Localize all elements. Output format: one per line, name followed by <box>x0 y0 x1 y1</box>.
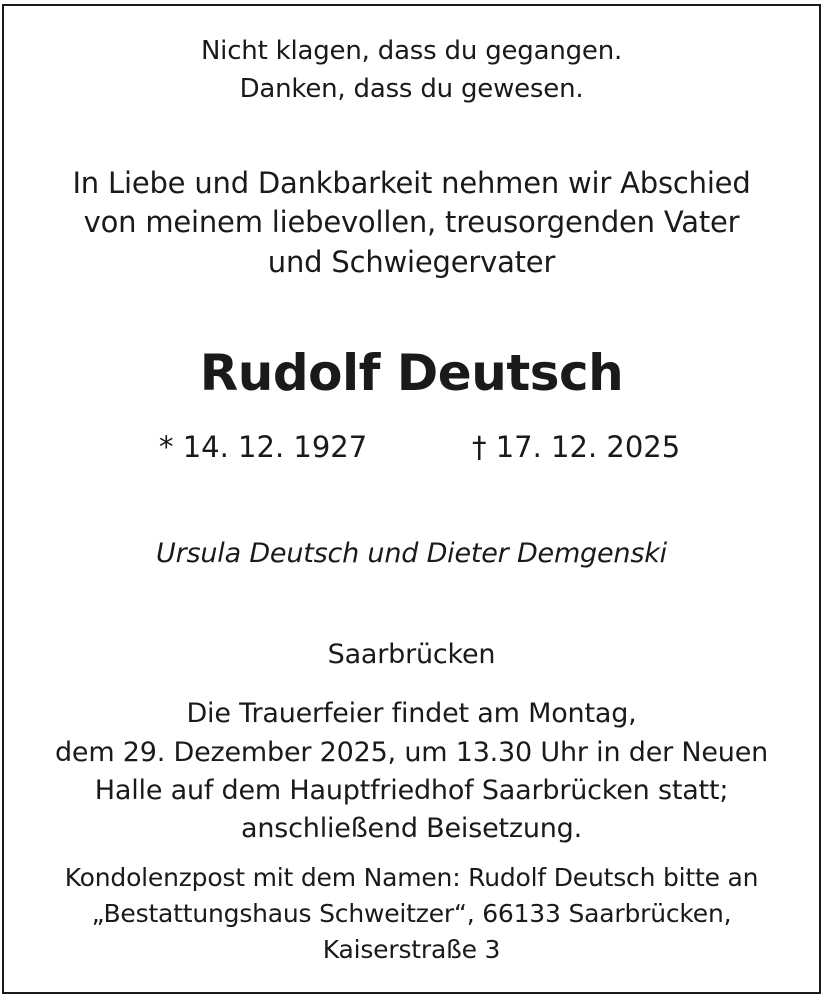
service-line-2: dem 29. Dezember 2025, um 13.30 Uhr in der Neuen <box>54 737 769 768</box>
motto-line-2: Danken, dass du gewesen. <box>239 74 584 104</box>
death-date: † 17. 12. 2025 <box>472 430 681 464</box>
obituary-notice <box>2 4 821 994</box>
condolence-line-2: „Bestattungshaus Schweitzer“, 66133 Saarbrücken, <box>91 899 732 928</box>
condolence-line-1: Kondolenzpost mit dem Namen: Rudolf Deutsch bitte an <box>64 863 759 892</box>
intro-line-3: und Schwiegervater <box>267 245 556 279</box>
family-names: Ursula Deutsch und Dieter Demgenski <box>156 538 667 569</box>
birth-date: * 14. 12. 1927 <box>159 430 368 464</box>
intro-line-2: von meinem liebevollen, treusorgenden Vater <box>83 205 740 239</box>
service-line-1: Die Trauerfeier findet am Montag, <box>186 698 637 729</box>
service-line-4: anschließend Beisetzung. <box>241 813 582 844</box>
place-name: Saarbrücken <box>327 639 496 670</box>
intro-line-1: In Liebe und Dankbarkeit nehmen wir Abschied <box>72 166 751 200</box>
deceased-name: Rudolf Deutsch <box>199 344 624 402</box>
condolence-line-3: Kaiserstraße 3 <box>322 935 501 964</box>
motto-line-1: Nicht klagen, dass du gegangen. <box>200 36 623 66</box>
service-line-3: Halle auf dem Hauptfriedhof Saarbrücken statt; <box>94 775 729 806</box>
